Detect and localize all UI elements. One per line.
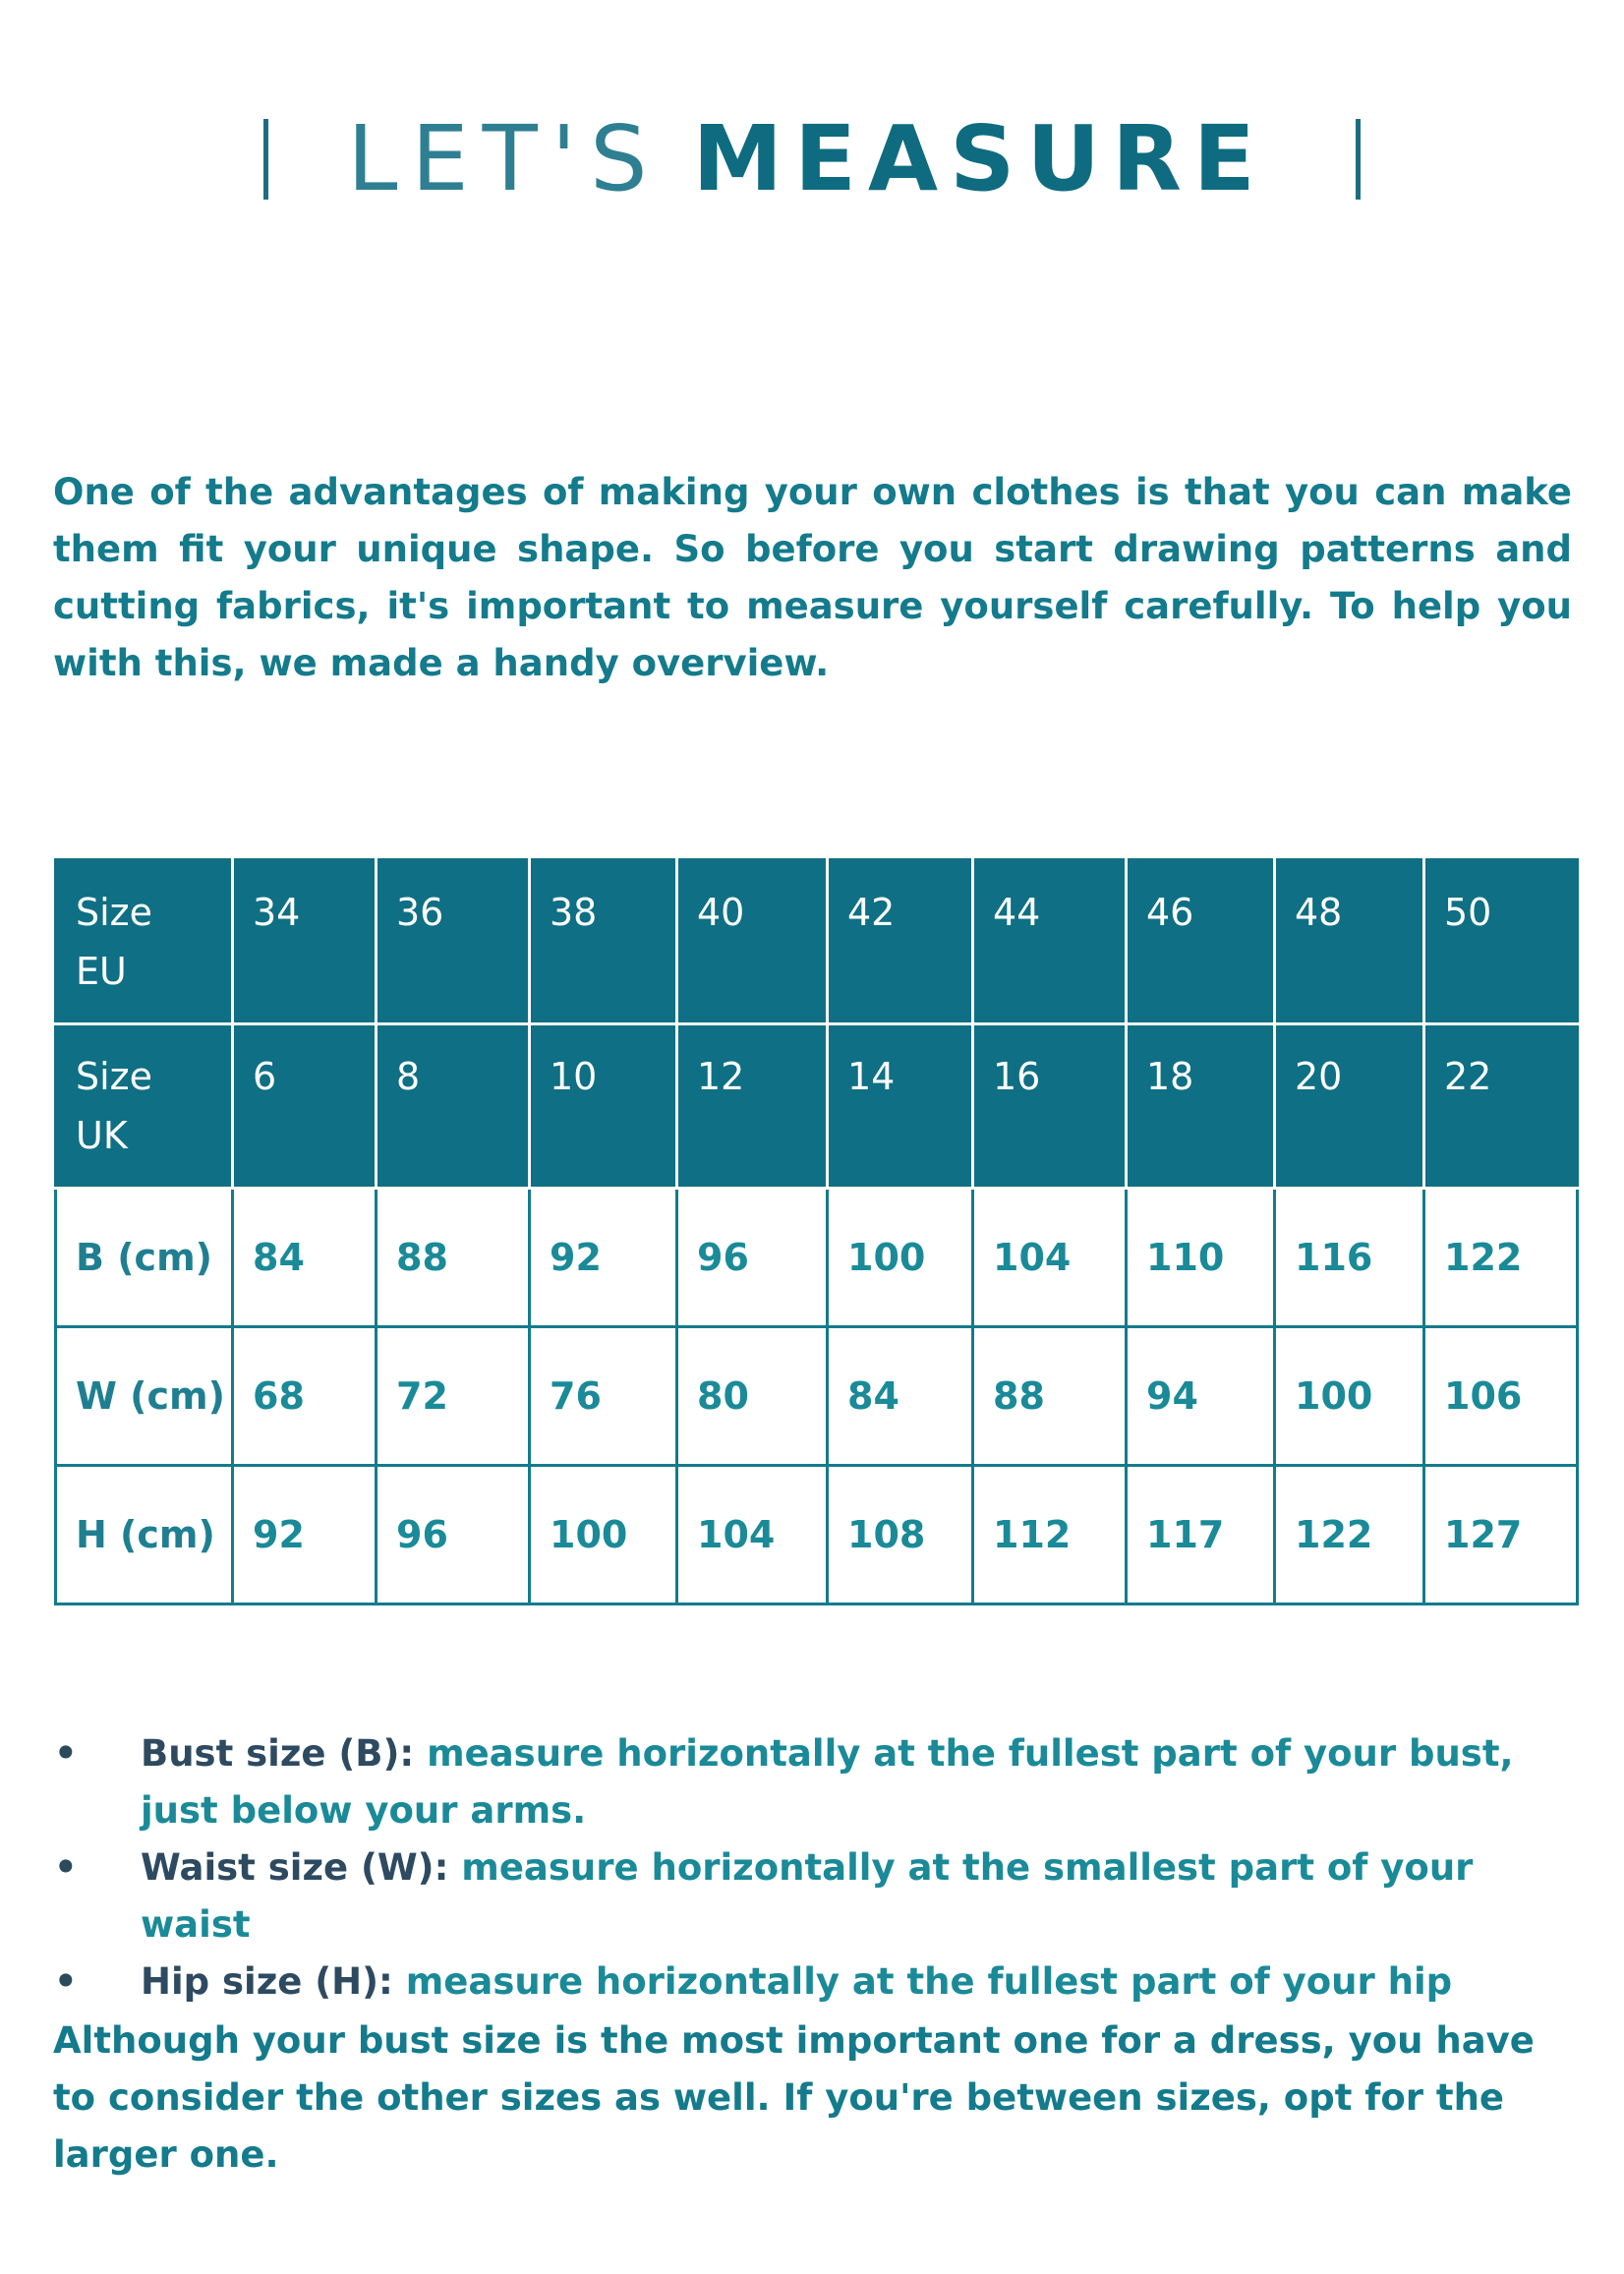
waist-cell: 76 xyxy=(530,1327,677,1466)
bust-row-label: B (cm) xyxy=(56,1189,233,1327)
outro-paragraph: Although your bust size is the most important one for a dress, you have to consider the other sizes as well. If you're between sizes, opt for the larger one. xyxy=(53,2019,1535,2176)
hip-cell: 117 xyxy=(1127,1466,1275,1604)
waist-cell: 94 xyxy=(1127,1327,1275,1466)
bust-cell: 88 xyxy=(377,1189,530,1327)
hip-cell: 108 xyxy=(828,1466,973,1604)
bust-description: measure horizontally at the fullest part of your bust, just below your arms. xyxy=(141,1732,1514,1832)
measurement-definitions-list xyxy=(54,1725,1578,2011)
size-eu-cell: 42 xyxy=(828,860,973,1024)
title-light-word: LET'S xyxy=(347,106,662,211)
waist-term: Waist size (W): xyxy=(141,1846,449,1889)
bust-row xyxy=(56,1189,1578,1327)
bust-cell: 116 xyxy=(1275,1189,1424,1327)
size-eu-cell: 40 xyxy=(677,860,828,1024)
size-eu-row xyxy=(56,860,1578,1024)
size-uk-cell: 10 xyxy=(530,1024,677,1189)
bullet-icon: • xyxy=(54,1732,78,1775)
hip-cell: 96 xyxy=(377,1466,530,1604)
bust-cell: 100 xyxy=(828,1189,973,1327)
size-eu-cell: 34 xyxy=(233,860,377,1024)
size-eu-cell: 36 xyxy=(377,860,530,1024)
waist-cell: 88 xyxy=(973,1327,1127,1466)
hip-term: Hip size (H): xyxy=(141,1960,393,2003)
hip-cell: 100 xyxy=(530,1466,677,1604)
waist-cell: 84 xyxy=(828,1327,973,1466)
size-eu-cell: 46 xyxy=(1127,860,1275,1024)
intro-paragraph: One of the advantages of making your own clothes is that you can make them fit your unique shape. So before you start drawing patterns and cutting fabrics, it's important to measure yourself carefully. To help you with this, we made a handy overview. xyxy=(53,471,1572,684)
size-eu-cell: 48 xyxy=(1275,860,1424,1024)
size-uk-cell: 6 xyxy=(233,1024,377,1189)
bust-cell: 122 xyxy=(1424,1189,1578,1327)
hip-description: measure horizontally at the fullest part of your hip xyxy=(405,1960,1453,2003)
hip-cell: 92 xyxy=(233,1466,377,1604)
size-uk-cell: 14 xyxy=(828,1024,973,1189)
waist-description: measure horizontally at the smallest part of your waist xyxy=(141,1846,1474,1946)
waist-cell: 100 xyxy=(1275,1327,1424,1466)
size-eu-cell: 38 xyxy=(530,860,677,1024)
hip-row-label: H (cm) xyxy=(56,1466,233,1604)
size-uk-cell: 12 xyxy=(677,1024,828,1189)
waist-row xyxy=(56,1327,1578,1466)
waist-cell: 80 xyxy=(677,1327,828,1466)
waist-row-label: W (cm) xyxy=(56,1327,233,1466)
size-uk-cell: 8 xyxy=(377,1024,530,1189)
size-uk-cell: 22 xyxy=(1424,1024,1578,1189)
page-title xyxy=(0,106,1624,211)
bust-cell: 104 xyxy=(973,1189,1127,1327)
bust-cell: 110 xyxy=(1127,1189,1275,1327)
size-eu-label-line1: Size xyxy=(76,891,153,934)
hip-cell: 112 xyxy=(973,1466,1127,1604)
list-item-bust xyxy=(54,1725,1578,1839)
title-left-bar xyxy=(263,119,268,200)
size-chart-table xyxy=(54,858,1579,1605)
bust-cell: 84 xyxy=(233,1189,377,1327)
bullet-icon: • xyxy=(54,1846,78,1889)
bust-cell: 92 xyxy=(530,1189,677,1327)
size-uk-cell: 20 xyxy=(1275,1024,1424,1189)
size-uk-label xyxy=(56,1024,233,1189)
size-uk-cell: 18 xyxy=(1127,1024,1275,1189)
size-eu-label xyxy=(56,860,233,1024)
size-uk-cell: 16 xyxy=(973,1024,1127,1189)
hip-row xyxy=(56,1466,1578,1604)
hip-cell: 104 xyxy=(677,1466,828,1604)
waist-cell: 72 xyxy=(377,1327,530,1466)
bust-cell: 96 xyxy=(677,1189,828,1327)
bullet-icon: • xyxy=(54,1960,78,2003)
bust-term: Bust size (B): xyxy=(141,1732,415,1775)
size-eu-cell: 44 xyxy=(973,860,1127,1024)
title-right-bar xyxy=(1356,119,1361,200)
size-uk-label-line1: Size xyxy=(76,1055,153,1098)
list-item-waist xyxy=(54,1839,1578,1953)
size-uk-label-line2: UK xyxy=(76,1114,128,1157)
list-item-hip xyxy=(54,1953,1578,2011)
title-bold-word: MEASURE xyxy=(692,106,1267,211)
size-eu-cell: 50 xyxy=(1424,860,1578,1024)
waist-cell: 106 xyxy=(1424,1327,1578,1466)
waist-cell: 68 xyxy=(233,1327,377,1466)
hip-cell: 122 xyxy=(1275,1466,1424,1604)
hip-cell: 127 xyxy=(1424,1466,1578,1604)
size-uk-row xyxy=(56,1024,1578,1189)
size-eu-label-line2: EU xyxy=(76,950,127,993)
